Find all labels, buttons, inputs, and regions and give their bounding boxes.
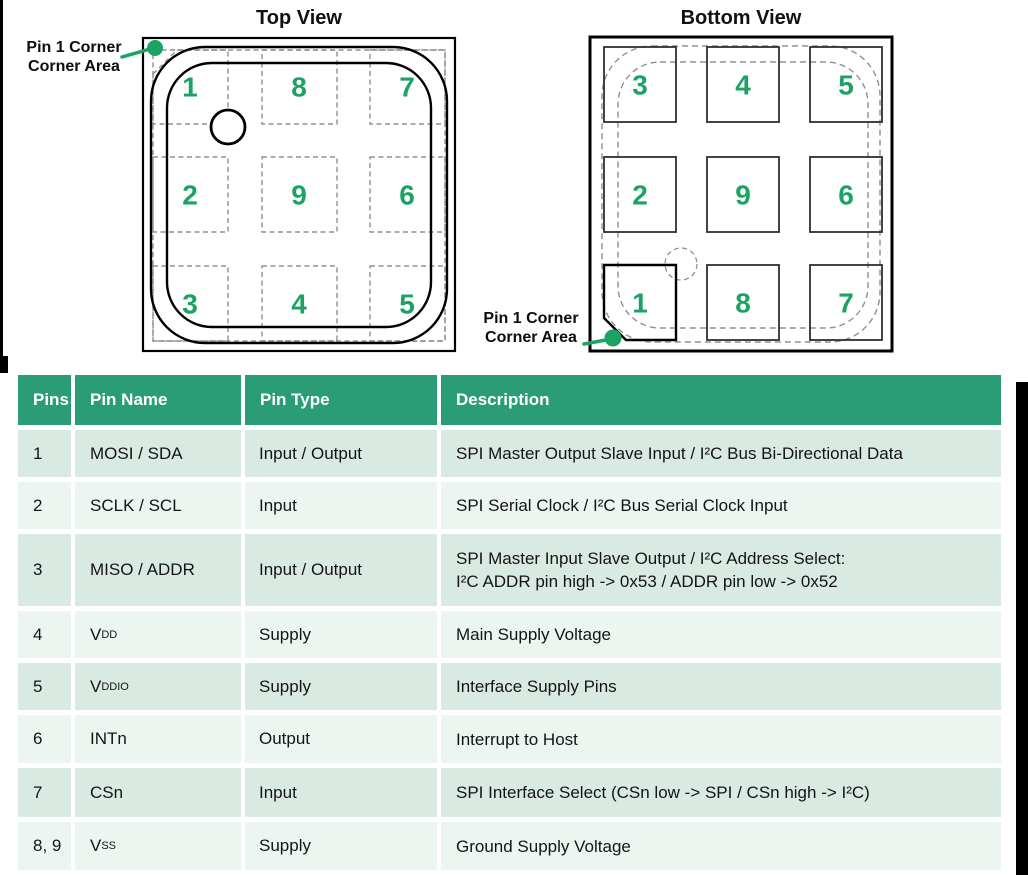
cell-pins: 6 — [18, 715, 71, 763]
cell-description — [441, 430, 1001, 477]
bottom-view-pin1-label — [472, 309, 590, 347]
cell-pin-type: Supply — [245, 663, 437, 710]
description-line: SPI Serial Clock / I²C Bus Serial Clock Input — [456, 496, 788, 515]
cell-description — [441, 822, 1001, 870]
top-view-pin1-dot — [147, 40, 163, 56]
cell-pins: 3 — [18, 534, 71, 606]
top-view-pin-number: 9 — [291, 179, 307, 211]
cell-pin-type: Input / Output — [245, 534, 437, 606]
cell-pin-name — [75, 768, 241, 817]
description-line: SPI Master Output Slave Input / I²C Bus Bi-Directional Data — [456, 444, 903, 463]
page-edge-line-left — [0, 0, 3, 357]
description-line: SPI Interface Select (CSn low -> SPI / CSn high -> I²C) — [456, 783, 870, 802]
bottom-view-pin-number: 5 — [838, 69, 854, 101]
cell-description — [441, 611, 1001, 658]
cell-pins: 7 — [18, 768, 71, 817]
top-view-title: Top View — [256, 7, 342, 29]
pin-name-text: MISO / ADDR — [90, 560, 195, 579]
pin-name-text: MOSI / SDA — [90, 443, 183, 463]
bottom-view-pin1-dot — [605, 330, 622, 347]
pinout-diagrams — [0, 0, 1028, 362]
cell-description — [441, 482, 1001, 529]
description-line: Main Supply Voltage — [456, 625, 611, 644]
cell-pin-name — [75, 534, 241, 606]
top-view-pin-number: 6 — [399, 179, 415, 211]
cell-description — [441, 768, 1001, 817]
top-view-pin-number: 4 — [291, 288, 307, 320]
bottom-view-pin-number: 1 — [632, 287, 648, 319]
cell-description — [441, 715, 1001, 763]
bottom-view-pin-number: 6 — [838, 179, 854, 211]
cell-pins: 8, 9 — [18, 822, 71, 870]
pin1-corner-text: Pin 1 Corner — [483, 310, 579, 327]
cell-description — [441, 663, 1001, 710]
cell-pins: 4 — [18, 611, 71, 658]
cell-pins: 1 — [18, 430, 71, 477]
table-header-pin-name: Pin Name — [75, 375, 241, 425]
cell-pin-type: Input / Output — [245, 430, 437, 477]
cell-pin-type: Input — [245, 482, 437, 529]
cell-pin-type: Supply — [245, 822, 437, 870]
top-view-pin-number: 2 — [182, 179, 198, 211]
cell-pin-name: V DDIO — [75, 663, 241, 710]
bottom-view-pin-number: 2 — [632, 179, 648, 211]
cell-pins: 2 — [18, 482, 71, 529]
bottom-view-pin-number: 8 — [735, 287, 751, 319]
page-edge-mark-left — [0, 356, 8, 373]
cell-pin-type: Output — [245, 715, 437, 763]
description-line: I²C ADDR pin high -> 0x53 / ADDR pin low -> 0x52 — [456, 572, 838, 591]
table-header-pin-type: Pin Type — [245, 375, 437, 425]
pin-name-text: V — [90, 836, 102, 855]
cell-pin-type: Supply — [245, 611, 437, 658]
page-edge-bar-right — [1016, 382, 1028, 875]
bottom-view-title: Bottom View — [680, 7, 802, 29]
description-line: Interface Supply Pins — [456, 677, 617, 696]
top-view-pin-number: 7 — [399, 71, 415, 103]
cell-pin-name — [75, 715, 241, 763]
corner-area-text: Corner Area — [485, 329, 577, 346]
corner-area-text: Corner Area — [28, 58, 120, 75]
pin-name-text: V — [90, 676, 102, 696]
top-view-hole — [211, 110, 245, 144]
pin-name-text: V — [90, 624, 102, 644]
bottom-view-pin-number: 7 — [838, 287, 854, 319]
top-view-pin-number: 1 — [182, 71, 198, 103]
bottom-view-diagram — [584, 7, 892, 351]
cell-pin-name: V DD — [75, 611, 241, 658]
bottom-view-pin-number: 9 — [735, 179, 751, 211]
top-view-pin1-label — [14, 38, 134, 76]
top-view-pin-number: 3 — [182, 288, 198, 320]
pin-name-text: CSn — [90, 782, 124, 802]
cell-pin-name — [75, 482, 241, 529]
cell-pin-type: Input — [245, 768, 437, 817]
description-line: Ground Supply Voltage — [456, 836, 631, 856]
pin1-corner-text: Pin 1 Corner — [26, 39, 122, 56]
bottom-view-pin-number: 4 — [735, 69, 751, 101]
cell-pins: 5 — [18, 663, 71, 710]
table-header-description: Description — [441, 375, 1001, 425]
top-view-pin-number: 5 — [399, 288, 415, 320]
cell-pin-name: V SS — [75, 822, 241, 870]
bottom-view-pin-number: 3 — [632, 69, 648, 101]
pin-name-text: SCLK / SCL — [90, 495, 182, 515]
top-view-pin-number: 8 — [291, 71, 307, 103]
cell-pin-name — [75, 430, 241, 477]
cell-description — [441, 534, 1001, 606]
pin-description-table — [18, 375, 1001, 870]
top-view-diagram — [122, 7, 455, 351]
description-line: Interrupt to Host — [456, 729, 578, 749]
description-line: SPI Master Input Slave Output / I²C Address Select: — [456, 549, 846, 568]
table-header-pins: Pins — [18, 375, 71, 425]
pin-name-text: INTn — [90, 729, 127, 748]
